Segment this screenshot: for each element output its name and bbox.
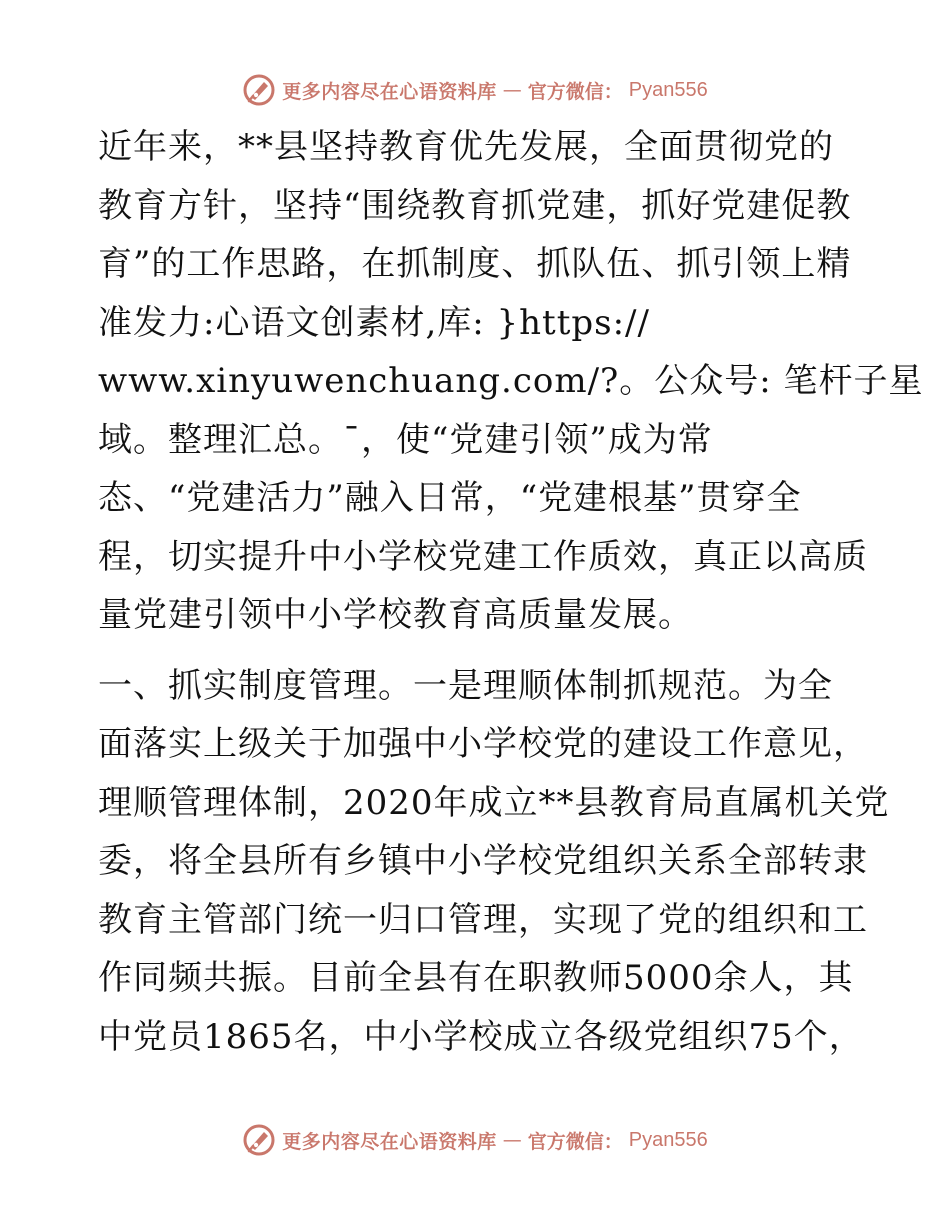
text-line: 作同频共振。目前全县有在职教师5000余人，其 — [98, 958, 854, 998]
text-line: 教育主管部门统一归口管理，实现了党的组织和工 — [98, 899, 868, 940]
text-line: 理顺管理体制，2020年成立**县教育局直属机关党 — [98, 782, 890, 823]
text-line: 量党建引领中小学校教育高质量发展。 — [98, 595, 693, 635]
text-line: www.xinyuwenchuang.com/?。公众号: 笔杆子星 — [98, 361, 924, 401]
text-line: 育”的工作思路，在抓制度、抓队伍、抓引领上精 — [98, 244, 852, 284]
text-line: 一、抓实制度管理。一是理顺体制抓规范。为全 — [98, 665, 833, 706]
banner-separator: — — [502, 79, 522, 101]
banner-separator: — — [502, 1129, 522, 1151]
text-line: 中党员1865名，中小学校成立各级党组织75个， — [98, 1016, 864, 1057]
banner-wechat-id: Pyan556 — [628, 1128, 708, 1151]
text-line: 面落实上级关于加强中小学校党的建设工作意见， — [98, 724, 868, 764]
paragraph-intro — [98, 118, 924, 645]
text-line: 委，将全县所有乡镇中小学校党组织关系全部转隶 — [98, 841, 868, 881]
banner-text: 更多内容尽在心语资料库 — [282, 80, 497, 103]
document-body — [98, 118, 924, 1066]
banner-wechat-id: Pyan556 — [628, 78, 708, 101]
footer-watermark-banner — [0, 1120, 950, 1160]
text-line: 程，切实提升中小学校党建工作质效，真正以高质 — [98, 536, 868, 577]
banner-wechat-label: 官方微信： — [527, 1130, 623, 1153]
banner-wechat-label: 官方微信： — [527, 80, 623, 103]
text-line: 态、“党建活力”融入日常，“党建根基”贯穿全 — [98, 478, 802, 518]
header-watermark-banner — [0, 70, 950, 110]
text-line: 教育方针，坚持“围绕教育抓党建，抓好党建促教 — [98, 185, 852, 226]
pen-nib-circle-icon — [242, 1123, 276, 1157]
pen-nib-circle-icon — [242, 73, 276, 107]
text-line: 准发力:心语文创素材,库: }https:// — [98, 302, 650, 343]
paragraph-section-one — [98, 657, 890, 1067]
banner-text: 更多内容尽在心语资料库 — [282, 1130, 497, 1153]
text-line: 近年来，**县坚持教育优先发展，全面贯彻党的 — [98, 127, 834, 167]
text-line: 域。整理汇总。¯，使“党建引领”成为常 — [98, 419, 713, 460]
